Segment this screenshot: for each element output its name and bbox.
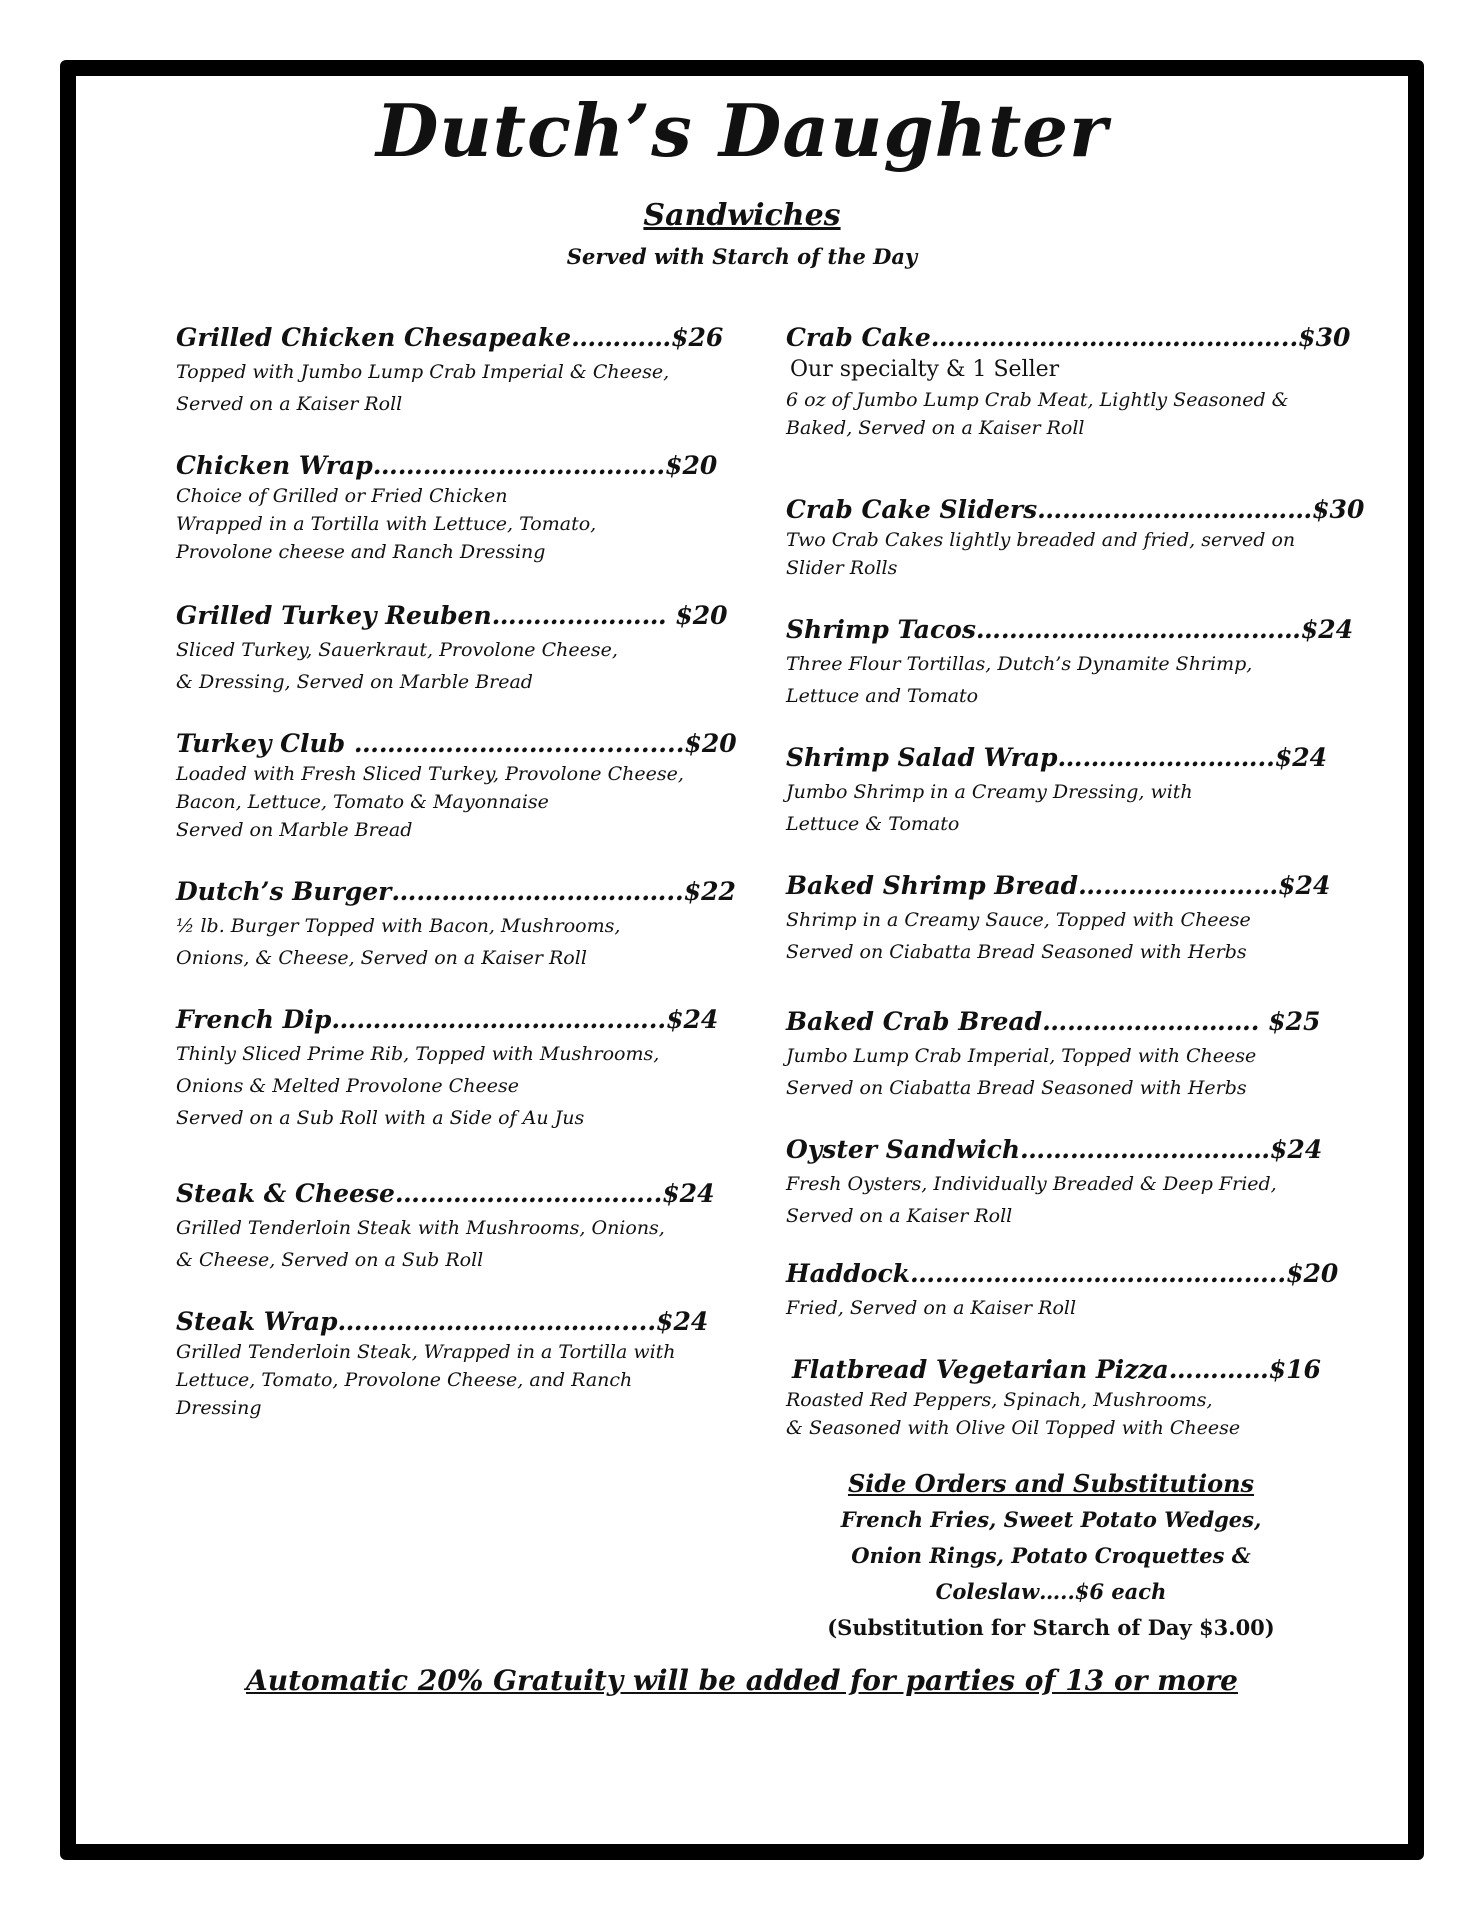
item-description: 6 oz of Jumbo Lump Crab Meat, Lightly Seasoned & (786, 389, 1289, 411)
item-name-price: Dutch’s Burger……………………………..$22 (176, 877, 736, 906)
item-description: Three Flour Tortillas, Dutch’s Dynamite Shrimp, (786, 653, 1253, 675)
menu-item (176, 1306, 716, 1422)
menu-item (786, 742, 1328, 838)
item-description: Onions, & Cheese, Served on a Kaiser Roll (176, 947, 587, 969)
item-description: Onions & Melted Provolone Cheese (176, 1075, 519, 1097)
item-description: Served on a Kaiser Roll (786, 1205, 1013, 1227)
item-name-price: Grilled Turkey Reuben………………… $20 (176, 601, 728, 630)
item-name-price: Turkey Club ……………………...............$20 (176, 729, 737, 758)
item-description: Grilled Tenderloin Steak with Mushrooms, Onions, (176, 1217, 665, 1239)
item-description: Dressing (176, 1397, 262, 1419)
side-orders (786, 1466, 1316, 1646)
item-description: Sliced Turkey, Sauerkraut, Provolone Cheese, (176, 639, 618, 661)
item-description: ½ lb. Burger Topped with Bacon, Mushrooms, (176, 915, 621, 937)
menu-item (786, 614, 1354, 710)
menu-item (176, 600, 728, 696)
section-subtitle: Served with Starch of the Day (566, 244, 918, 269)
item-name-price: Crab Cake Sliders……………………………$30 (786, 495, 1365, 524)
menu-item (786, 1354, 1322, 1442)
menu-item (176, 450, 716, 566)
item-description: Roasted Red Peppers, Spinach, Mushrooms, (786, 1389, 1213, 1411)
menu-item (176, 1178, 716, 1274)
menu-item (176, 322, 724, 418)
restaurant-name: Dutch’s Daughter (375, 88, 1109, 173)
item-description: Slider Rolls (786, 557, 898, 579)
item-description: & Seasoned with Olive Oil Topped with Cheese (786, 1417, 1241, 1439)
gratuity-notice: Automatic 20% Gratuity will be added for parties of 13 or more (246, 1664, 1238, 1697)
side-orders-title: Side Orders and Substitutions (847, 1469, 1255, 1498)
item-description: Grilled Tenderloin Steak, Wrapped in a Tortilla with (176, 1341, 676, 1363)
menu-item (176, 728, 737, 844)
item-note: Our specialty & 1 Seller (790, 357, 1060, 382)
item-description: & Cheese, Served on a Sub Roll (176, 1249, 484, 1271)
item-description: Jumbo Lump Crab Imperial, Topped with Cheese (786, 1045, 1257, 1067)
item-description: Served on a Sub Roll with a Side of Au Jus (176, 1107, 585, 1129)
item-description: Lettuce & Tomato (786, 813, 960, 835)
item-description: Fried, Served on a Kaiser Roll (786, 1297, 1077, 1319)
item-name-price: Chicken Wrap……………………………..$20 (176, 451, 718, 480)
item-description: Shrimp in a Creamy Sauce, Topped with Cheese (786, 909, 1251, 931)
menu-item (786, 870, 1331, 966)
item-description: Thinly Sliced Prime Rib, Topped with Mushrooms, (176, 1043, 660, 1065)
item-name-price: French Dip……………………………..…..$24 (176, 1005, 719, 1034)
side-orders-line: Coleslaw…..$6 each (935, 1579, 1167, 1604)
item-description: Served on Ciabatta Bread Seasoned with Herbs (786, 1077, 1247, 1099)
item-name-price: Oyster Sandwich…………………………$24 (786, 1135, 1323, 1164)
item-name-price: Grilled Chicken Chesapeake…………$26 (176, 323, 724, 352)
section-title: Sandwiches (643, 198, 841, 233)
side-orders-line: French Fries, Sweet Potato Wedges, (840, 1507, 1262, 1532)
item-name-price: Shrimp Salad Wrap……………………..$24 (786, 743, 1328, 772)
item-description: Loaded with Fresh Sliced Turkey, Provolone Cheese, (176, 763, 684, 785)
item-description: Served on Ciabatta Bread Seasoned with Herbs (786, 941, 1247, 963)
item-description: Served on a Kaiser Roll (176, 393, 403, 415)
item-name-price: Steak & Cheese…………………………..$24 (176, 1179, 715, 1208)
item-description: Two Crab Cakes lightly breaded and fried, served on (786, 529, 1296, 551)
item-name-price: Steak Wrap…………………………….....$24 (176, 1307, 709, 1336)
menu-item (786, 1006, 1321, 1102)
item-description: Fresh Oysters, Individually Breaded & Deep Fried, (786, 1173, 1277, 1195)
item-description: & Dressing, Served on Marble Bread (176, 671, 533, 693)
item-description: Lettuce and Tomato (786, 685, 979, 707)
menu-item (786, 494, 1365, 582)
menu-item (786, 322, 1351, 442)
item-description: Jumbo Shrimp in a Creamy Dressing, with (786, 781, 1193, 803)
item-name-price: Flatbread Vegetarian Pizza…………$16 (792, 1355, 1321, 1384)
item-description: Bacon, Lettuce, Tomato & Mayonnaise (176, 791, 549, 813)
item-description: Wrapped in a Tortilla with Lettuce, Tomato, (176, 513, 597, 535)
item-description: Baked, Served on a Kaiser Roll (786, 417, 1085, 439)
item-name-price: Haddock……………………………….……..$20 (786, 1259, 1339, 1288)
menu-item (786, 1258, 1339, 1322)
menu-item (786, 1134, 1323, 1230)
menu-item (176, 1004, 719, 1132)
item-name-price: Crab Cake……………………………………..$30 (786, 323, 1351, 352)
item-description: Topped with Jumbo Lump Crab Imperial & Cheese, (176, 361, 670, 383)
item-description: Served on Marble Bread (176, 819, 413, 841)
item-description: Lettuce, Tomato, Provolone Cheese, and Ranch (176, 1369, 633, 1391)
side-orders-line: Onion Rings, Potato Croquettes & (851, 1543, 1251, 1568)
item-name-price: Shrimp Tacos…………………………………$24 (786, 615, 1354, 644)
item-description: Choice of Grilled or Fried Chicken (176, 485, 508, 507)
item-description: Provolone cheese and Ranch Dressing (176, 541, 546, 563)
substitution-note: (Substitution for Starch of Day $3.00) (827, 1615, 1275, 1640)
item-name-price: Baked Crab Bread……………….……. $25 (786, 1007, 1321, 1036)
menu-item (176, 876, 736, 972)
item-name-price: Baked Shrimp Bread……………………$24 (786, 871, 1331, 900)
